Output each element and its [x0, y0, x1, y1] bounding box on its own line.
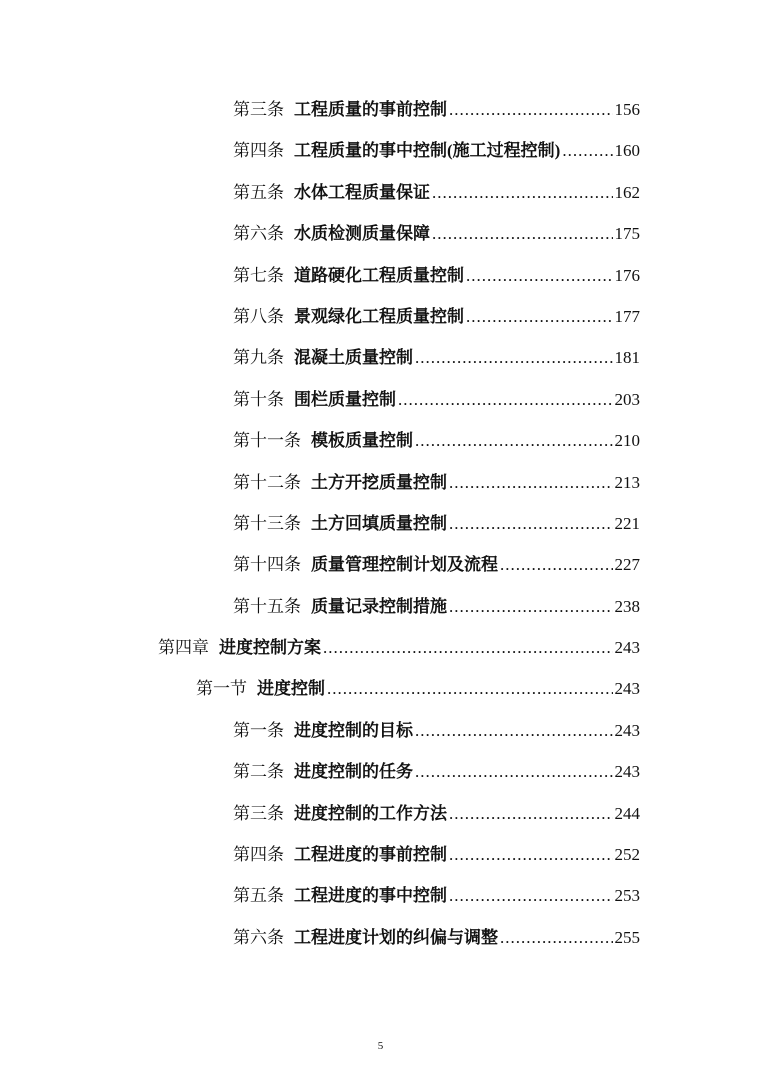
dot-leader	[449, 470, 613, 496]
toc-entry-title: 进度控制的任务	[294, 762, 413, 782]
toc-entry-page: 203	[614, 389, 640, 409]
dot-leader	[466, 263, 613, 289]
toc-entry[interactable]	[0, 180, 640, 221]
dot-leader	[398, 387, 613, 413]
toc-entry-prefix: 第十三条	[233, 513, 301, 533]
toc-entry[interactable]	[0, 635, 640, 676]
toc-entry[interactable]	[0, 883, 640, 924]
toc-entry-title: 土方开挖质量控制	[311, 472, 447, 492]
toc-entry-title: 景观绿化工程质量控制	[294, 306, 464, 326]
toc-entry-prefix: 第一节	[196, 679, 247, 699]
toc-entry-page: 252	[614, 845, 640, 865]
toc-entry-page: 210	[614, 431, 640, 451]
dot-leader	[323, 635, 613, 661]
dot-leader	[500, 552, 613, 578]
toc-entry-title: 进度控制的目标	[294, 720, 413, 740]
toc-entry-page: 255	[614, 927, 640, 947]
toc-entry-prefix: 第十二条	[233, 472, 301, 492]
toc-entry-page: 213	[614, 472, 640, 492]
table-of-contents	[0, 97, 761, 966]
toc-entry-page: 175	[614, 224, 640, 244]
dot-leader	[449, 511, 613, 537]
toc-entry-page: 176	[614, 265, 640, 285]
dot-leader	[415, 345, 613, 371]
toc-entry-title: 工程进度计划的纠偏与调整	[294, 927, 498, 947]
toc-entry[interactable]	[0, 676, 640, 717]
toc-entry-page: 243	[614, 638, 640, 658]
toc-entry-page: 243	[614, 720, 640, 740]
toc-entry-prefix: 第二条	[233, 762, 284, 782]
toc-entry-page: 244	[614, 803, 640, 823]
toc-entry-page: 253	[614, 886, 640, 906]
toc-entry[interactable]	[0, 263, 640, 304]
dot-leader	[562, 138, 612, 164]
toc-entry-prefix: 第一条	[233, 720, 284, 740]
toc-entry-prefix: 第六条	[233, 224, 284, 244]
toc-entry[interactable]	[0, 552, 640, 593]
toc-entry-page: 243	[614, 762, 640, 782]
toc-entry-prefix: 第八条	[233, 306, 284, 326]
toc-entry[interactable]	[0, 801, 640, 842]
toc-entry-prefix: 第四条	[233, 845, 284, 865]
dot-leader	[449, 883, 613, 909]
toc-entry-title: 质量管理控制计划及流程	[311, 555, 498, 575]
dot-leader	[415, 759, 613, 785]
toc-entry-prefix: 第四条	[233, 141, 284, 161]
toc-entry-title: 道路硬化工程质量控制	[294, 265, 464, 285]
toc-entry[interactable]	[0, 345, 640, 386]
toc-entry-title: 进度控制方案	[219, 638, 321, 658]
dot-leader	[449, 594, 613, 620]
dot-leader	[466, 304, 613, 330]
dot-leader	[432, 180, 613, 206]
toc-entry-title: 水体工程质量保证	[294, 182, 430, 202]
toc-entry[interactable]	[0, 428, 640, 469]
toc-entry-prefix: 第十五条	[233, 596, 301, 616]
toc-entry-page: 156	[614, 100, 640, 119]
dot-leader	[500, 925, 613, 951]
dot-leader	[449, 842, 613, 868]
toc-entry[interactable]	[0, 594, 640, 635]
dot-leader	[449, 97, 613, 123]
toc-entry-page: 221	[614, 513, 640, 533]
toc-entry[interactable]	[0, 759, 640, 800]
toc-entry-page: 227	[614, 555, 640, 575]
toc-entry-page: 238	[614, 596, 640, 616]
toc-entry-prefix: 第三条	[233, 100, 284, 119]
dot-leader	[327, 676, 613, 702]
toc-entry[interactable]	[0, 304, 640, 345]
toc-entry-page: 243	[614, 679, 640, 699]
toc-entry-prefix: 第五条	[233, 182, 284, 202]
toc-entry-prefix: 第九条	[233, 348, 284, 368]
toc-entry[interactable]	[0, 221, 640, 262]
toc-entry-title: 混凝土质量控制	[294, 348, 413, 368]
toc-entry-prefix: 第七条	[233, 265, 284, 285]
toc-entry-prefix: 第四章	[158, 638, 209, 658]
dot-leader	[415, 718, 613, 744]
dot-leader	[432, 221, 613, 247]
toc-entry-title: 工程质量的事前控制	[294, 100, 447, 119]
toc-entry-title: 土方回填质量控制	[311, 513, 447, 533]
page-number: 5	[377, 1040, 384, 1052]
toc-entry-prefix: 第六条	[233, 927, 284, 947]
toc-entry[interactable]	[0, 138, 640, 179]
toc-entry-title: 工程进度的事前控制	[294, 845, 447, 865]
dot-leader	[449, 801, 613, 827]
toc-entry[interactable]	[0, 511, 640, 552]
dot-leader	[415, 428, 613, 454]
toc-entry-page: 181	[614, 348, 640, 368]
toc-entry-prefix: 第五条	[233, 886, 284, 906]
toc-entry-title: 水质检测质量保障	[294, 224, 430, 244]
toc-entry-title: 模板质量控制	[311, 431, 413, 451]
toc-entry-title: 进度控制的工作方法	[294, 803, 447, 823]
toc-entry-page: 162	[614, 182, 640, 202]
toc-entry[interactable]	[0, 718, 640, 759]
toc-entry[interactable]	[0, 387, 640, 428]
toc-entry-prefix: 第十条	[233, 389, 284, 409]
toc-entry-title: 围栏质量控制	[294, 389, 396, 409]
toc-entry-prefix: 第三条	[233, 803, 284, 823]
toc-entry-title: 进度控制	[257, 679, 325, 699]
toc-entry-page: 160	[614, 141, 640, 161]
toc-entry-prefix: 第十一条	[233, 431, 301, 451]
toc-entry[interactable]	[0, 842, 640, 883]
toc-entry-page: 177	[614, 306, 640, 326]
toc-entry[interactable]	[0, 470, 640, 511]
toc-entry-title: 工程质量的事中控制(施工过程控制)	[294, 141, 561, 161]
toc-entry-title: 质量记录控制措施	[311, 596, 447, 616]
toc-entry-title: 工程进度的事中控制	[294, 886, 447, 906]
toc-entry[interactable]	[0, 97, 640, 138]
toc-entry-prefix: 第十四条	[233, 555, 301, 575]
toc-entry[interactable]	[0, 925, 640, 966]
